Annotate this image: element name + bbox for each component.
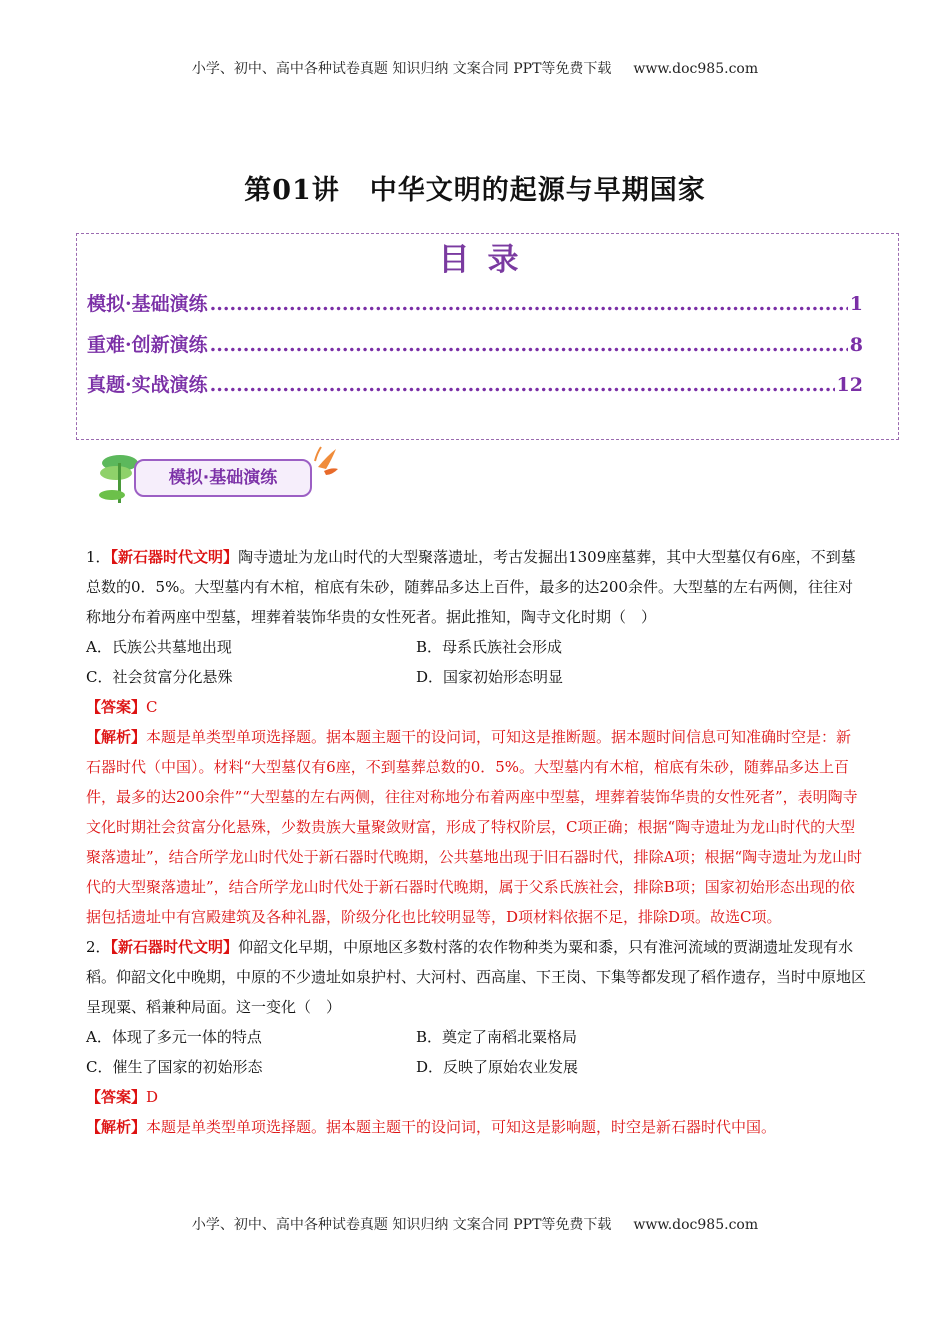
option-a[interactable]: A．体现了多元一体的特点 [86, 1028, 262, 1046]
footer-text: 小学、初中、高中各种试卷真题 知识归纳 文案合同 PPT等免费下载 [191, 1217, 612, 1233]
banner-label: 模拟·基础演练 [134, 459, 312, 497]
toc-item-basic[interactable]: 模拟·基础演练 ..... 1 [87, 289, 863, 316]
option-b[interactable]: B．母系氏族社会形成 [416, 638, 563, 656]
page-header [0, 58, 950, 78]
question-1-options-row2 [86, 662, 866, 692]
toc-heading: 目录 [438, 242, 537, 278]
question-1-stem: 1．【新石器时代文明】陶寺遗址为龙山时代的大型聚落遗址，考古发掘出1309座墓葬，其中大型墓仅有6座，不到墓总数的0．5%。大型墓内有木棺，棺底有朱砂，随葬品多达上百件，最多的达200余件。大型墓的左右两侧，往往对称地分布着两座中型墓，埋葬着装饰华贵的女性死者。据此推知，陶寺文化时期（ ） [86, 548, 856, 626]
question-1-answer: 【答案】C [86, 698, 158, 716]
table-of-contents [76, 233, 899, 440]
option-d[interactable]: D．反映了原始农业发展 [416, 1058, 579, 1076]
page-footer [0, 1214, 950, 1234]
section-banner [96, 445, 346, 507]
header-text: 小学、初中、高中各种试卷真题 知识归纳 文案合同 PPT等免费下载 [191, 61, 612, 77]
option-d[interactable]: D．国家初始形态明显 [416, 668, 564, 686]
question-2-options-row2 [86, 1052, 866, 1082]
header-url[interactable]: www.doc985.com [633, 61, 759, 77]
footer-url[interactable]: www.doc985.com [633, 1217, 759, 1233]
option-c[interactable]: C．催生了国家的初始形态 [86, 1058, 263, 1076]
question-content [86, 542, 866, 1142]
question-2-options-row1 [86, 1022, 866, 1052]
question-tag: 【新石器时代文明】 [110, 938, 239, 956]
option-a[interactable]: A．氏族公共墓地出现 [86, 638, 232, 656]
lecture-number: 第01讲 [244, 175, 340, 206]
question-2-answer: 【答案】D [86, 1088, 159, 1106]
question-2-stem: 2．【新石器时代文明】仰韶文化早期，中原地区多数村落的农作物种类为粟和黍，只有淮河流域的贾湖遗址发现有水稻。仰韶文化中晚期，中原的不少遗址如泉护村、大河村、西高崖、下王岗、下集等都发现了稻作遗存，当时中原地区呈现粟、稻兼种局面。这一变化（ ） [86, 938, 867, 1016]
toc-item-real[interactable]: 真题·实战演练 ..... 12 [87, 370, 863, 397]
page-title [0, 168, 950, 207]
option-b[interactable]: B．奠定了南稻北粟格局 [416, 1028, 578, 1046]
lecture-title: 中华文明的起源与早期国家 [369, 175, 706, 206]
question-tag: 【新石器时代文明】 [110, 548, 239, 566]
question-1-analysis: 【解析】本题是单类型单项选择题。据本题主题干的设问词，可知这是推断题。据本题时间信息可知准确时空是：新石器时代（中国）。材料“大型墓仅有6座，不到墓葬总数的0．5%。大型墓内有木棺，棺底有朱砂，随葬品多达上百件，最多的达200余件”“大型墓的左右两侧，往往对称地分布着两座中型墓，埋葬着装饰华贵的女性死者”，表明陶寺文化时期社会贫富分化悬殊，少数贵族大量聚敛财富，形成了特权阶层，C项正确；根据“陶寺遗址为龙山时代的大型聚落遗址”，结合所学龙山时代处于新石器时代晚期，公共墓地出现于旧石器时代，排除A项；根据“陶寺遗址为龙山时代的大型聚落遗址”，结合所学龙山时代处于新石器时代晚期，属于父系氏族社会，排除B项；国家初始形态出现的依据包括遗址中有宫殿建筑及各种礼器，阶级分化也比较明显等，D项材料依据不足，排除D项。故选C项。 [86, 728, 863, 926]
question-1-options-row1 [86, 632, 866, 662]
option-c[interactable]: C．社会贫富分化悬殊 [86, 668, 233, 686]
question-2-analysis: 【解析】本题是单类型单项选择题。据本题主题干的设问词，可知这是影响题，时空是新石器时代中国。 [86, 1118, 777, 1136]
toc-item-advanced[interactable]: 重难·创新演练 ..... 8 [87, 330, 863, 357]
